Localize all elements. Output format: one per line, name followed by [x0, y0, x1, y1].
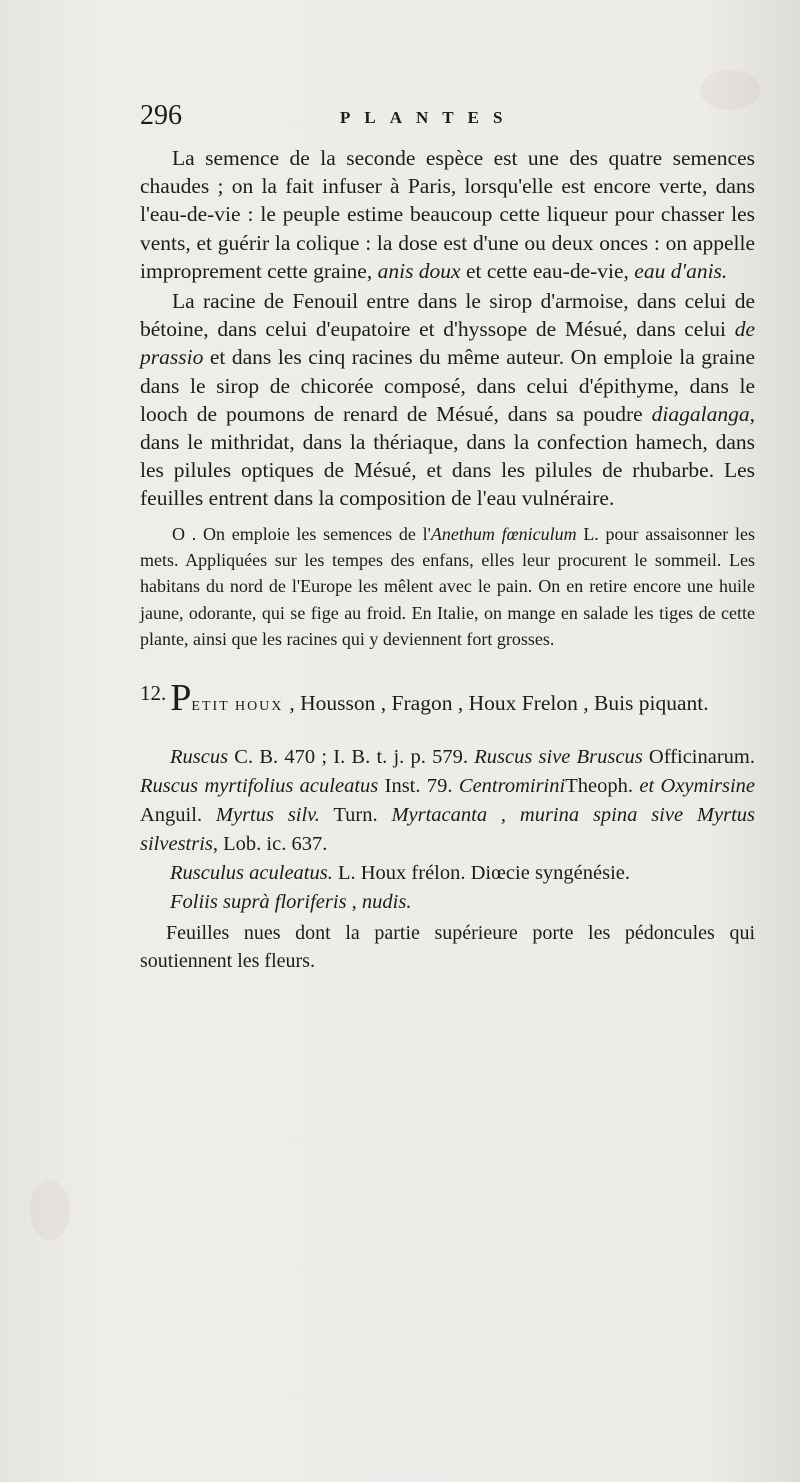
description-paragraph: Feuilles nues dont la partie supérieure porte les pédoncules qui soutiennent les fleurs.: [140, 921, 755, 972]
entry-title: ETIT HOUX: [191, 698, 284, 714]
paragraph-seed-uses: La semence de la seconde espèce est une des quatre semences chaudes ; on la fait infuser à Paris, lorsqu'elle est encore verte, dans l'eau-de-vie : le peuple estime beaucoup cette liqueur pour chasser les vents, et guérir la colique : la dose est d'une ou deux onces : on appelle improprement cette graine, anis doux et cette eau-de-vie, eau d'anis.: [140, 146, 755, 283]
page-number: 296: [140, 100, 182, 131]
running-title: PLANTES: [340, 108, 517, 127]
entry-heading: [140, 676, 755, 722]
paper-stain: [700, 70, 760, 110]
paper-stain: [30, 1180, 70, 1240]
synonyms-block: [140, 743, 755, 917]
synonym-line: Ruscus C. B. 470 ; I. B. t. j. p. 579. Ruscus sive Bruscus Officinarum. Ruscus myrtifolius aculeatus Inst. 79. CentromiriniTheoph. et Oxymirsine Anguil. Myrtus silv. Turn. Myrtacanta , murina spina sive Myrtus silvestris, Lob. ic. 637.: [140, 745, 756, 855]
observation-note: O . On emploie les semences de l'Anethum fœniculum L. pour assaisonner les mets. Appliquées sur les tempes des enfans, elles leur procurent le sommeil. Les habitans du nord de l'Europe les mêlent avec le pain. On en retire encore une huile jaune, odorante, qui se fige au froid. En Italie, on mange en salade les tiges de cette plante, ainsi que les racines qui y deviennent fort grosses.: [140, 523, 755, 650]
diagnosis-line: Foliis suprà floriferis , nudis.: [170, 890, 412, 913]
entry-number: 12.: [140, 680, 167, 705]
linnaean-name-line: Rusculus aculeatus. L. Houx frélon. Diœcie syngénésie.: [170, 861, 631, 884]
entry-dropcap: P: [170, 676, 192, 719]
page-header: [140, 100, 600, 140]
page-body: [140, 142, 755, 975]
paragraph-fennel-root: La racine de Fenouil entre dans le sirop d'armoise, dans celui de bétoine, dans celui d'eupatoire et d'hyssope de Mésué, dans celui de prassio et dans les cinq racines du même auteur. On emploie la graine dans le sirop de chicorée composé, dans celui d'épithyme, dans le looch de poumons de renard de Mésué, dans sa poudre diagalanga, dans le mithridat, dans la thériaque, dans la confection hamech, dans les pilules optiques de Mésué, et dans les pilules de rhubarbe. Les feuilles entrent dans la composition de l'eau vulnéraire.: [140, 289, 755, 511]
entry-common-names: , Housson , Fragon , Houx Frelon , Buis piquant.: [289, 690, 709, 715]
